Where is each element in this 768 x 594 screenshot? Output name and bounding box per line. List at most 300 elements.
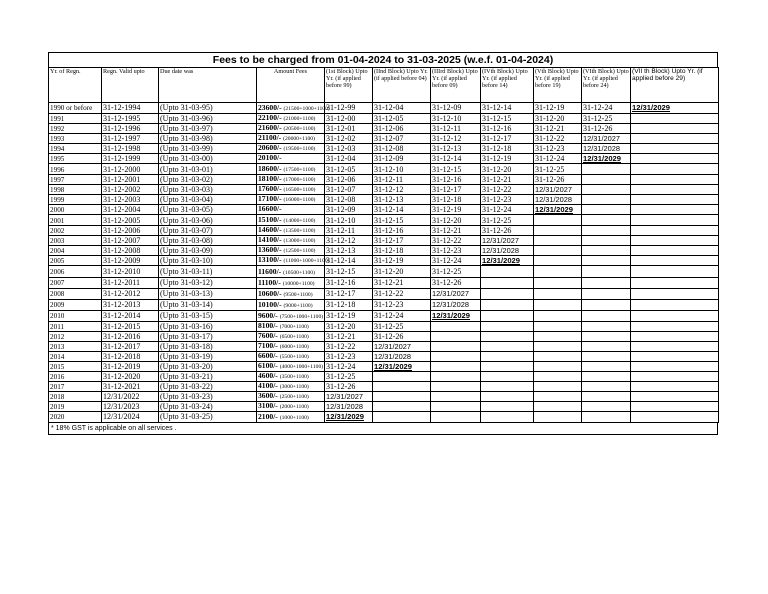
block-b7-cell: [631, 342, 719, 352]
block-b7-cell: [631, 226, 719, 236]
due-date-cell: (Upto 31-03-07): [159, 226, 257, 236]
valid-upto-cell: 31-12-1995: [102, 114, 159, 124]
block-b4-cell: [481, 362, 534, 372]
block-b2-cell: [373, 372, 431, 382]
block-b2-cell: 12/31/2027: [373, 342, 431, 352]
block-b2-cell: 31-12-19: [373, 256, 431, 266]
table-row: [49, 256, 719, 266]
fee-breakup: (16000+1100): [283, 197, 316, 203]
block-b2-cell: 31-12-11: [373, 175, 431, 185]
block-b7-cell: [631, 185, 719, 195]
block-b4-cell: [481, 402, 534, 412]
table-row: [49, 289, 719, 300]
regn-year-cell: 2002: [49, 226, 102, 236]
amount-fee-cell: [257, 311, 325, 322]
fee-amount: 10600/-: [258, 288, 282, 298]
block-b6-cell: [582, 300, 631, 311]
block-b5-cell: [534, 402, 582, 412]
regn-year-cell: 2013: [49, 342, 102, 352]
block-b5-cell: 31-12-25: [534, 164, 582, 175]
block-b6-cell: [582, 175, 631, 185]
table-row: [49, 278, 719, 289]
block-b7-cell: [631, 124, 719, 134]
table-row: [49, 175, 719, 185]
amount-fee-cell: [257, 195, 325, 205]
block-b4-cell: [481, 311, 534, 322]
block-b6-cell: [582, 352, 631, 362]
fee-breakup: (19500+1100): [283, 146, 316, 152]
table-row: [49, 311, 719, 322]
block-b1-cell: 31-12-10: [325, 215, 373, 226]
table-row: [49, 300, 719, 311]
header-cell: (IIIrd Block) Upto Yr. (if applied before 09): [431, 68, 481, 103]
block-b5-cell: [534, 412, 582, 423]
amount-fee-cell: [257, 215, 325, 226]
header-cell: (VIth Block) Upto Yr. (if applied before 24): [582, 68, 631, 103]
regn-year-cell: 2014: [49, 352, 102, 362]
block-b6-cell: 12/31/2027: [582, 134, 631, 144]
due-date-cell: (Upto 31-03-01): [159, 164, 257, 175]
due-date-cell: (Upto 31-03-10): [159, 256, 257, 266]
amount-fee-cell: [257, 185, 325, 195]
amount-fee-cell: [257, 342, 325, 352]
amount-fee-cell: [257, 226, 325, 236]
block-b1-cell: 31-12-25: [325, 372, 373, 382]
block-b1-cell: 31-12-22: [325, 342, 373, 352]
valid-upto-cell: 31-12-2020: [102, 372, 159, 382]
block-b4-cell: 31-12-25: [481, 215, 534, 226]
block-b4-cell: 31-12-23: [481, 195, 534, 205]
valid-upto-cell: 31-12-2014: [102, 311, 159, 322]
valid-upto-cell: 31-12-1999: [102, 154, 159, 164]
block-b5-cell: [534, 352, 582, 362]
block-b1-cell: 31-12-18: [325, 300, 373, 311]
block-b7-cell: [631, 392, 719, 402]
block-b2-cell: 31-12-22: [373, 289, 431, 300]
block-b5-cell: 12/31/2028: [534, 195, 582, 205]
block-b5-cell: [534, 362, 582, 372]
block-b5-cell: [534, 246, 582, 256]
fee-breakup: (13000+1100): [283, 238, 316, 244]
header-cell: Amount Fees: [257, 68, 325, 103]
block-b6-cell: [582, 185, 631, 195]
fee-breakup: (21500+1000+1100): [283, 105, 330, 112]
block-b3-cell: 31-12-22: [431, 236, 481, 246]
fee-amount: 9600/-: [258, 310, 278, 320]
table-row: [49, 372, 719, 382]
header-cell: (IInd Block) Upto Yr. (if applied before 04): [373, 68, 431, 103]
block-b5-cell: [534, 236, 582, 246]
block-b5-cell: [534, 322, 582, 332]
block-b7-cell: [631, 322, 719, 332]
table-row: [49, 226, 719, 236]
fee-amount: 20100/-: [258, 153, 282, 162]
header-cell: (VII th Block) Upto Yr. (if applied before 29): [631, 68, 719, 103]
fee-breakup: (2000+1100): [279, 404, 309, 410]
fee-breakup: (17500+1100): [283, 167, 316, 173]
regn-year-cell: 1995: [49, 154, 102, 164]
block-b3-cell: 31-12-18: [431, 195, 481, 205]
valid-upto-cell: 31-12-2001: [102, 175, 159, 185]
block-b2-cell: [373, 392, 431, 402]
due-date-cell: (Upto 31-03-13): [159, 289, 257, 300]
amount-fee-cell: [257, 332, 325, 342]
block-b6-cell: [582, 215, 631, 226]
block-b4-cell: [481, 300, 534, 311]
table-row: [49, 322, 719, 332]
fee-amount: 22100/-: [258, 113, 282, 122]
valid-upto-cell: 31-12-2019: [102, 362, 159, 372]
block-b4-cell: 31-12-14: [481, 103, 534, 114]
block-b2-cell: 31-12-25: [373, 322, 431, 332]
block-b4-cell: 31-12-16: [481, 124, 534, 134]
fee-amount: 13600/-: [258, 245, 282, 254]
block-b3-cell: [431, 412, 481, 423]
block-b1-cell: 31-12-24: [325, 362, 373, 372]
block-b5-cell: [534, 289, 582, 300]
block-b6-cell: [582, 372, 631, 382]
due-date-cell: (Upto 31-03-16): [159, 322, 257, 332]
block-b5-cell: 31-12-19: [534, 103, 582, 114]
block-b7-cell: 12/31/2029: [631, 103, 719, 114]
table-row: [49, 246, 719, 256]
block-b4-cell: 31-12-24: [481, 205, 534, 215]
fee-breakup: (1000+1100): [279, 414, 309, 421]
table-row: [49, 342, 719, 352]
block-b6-cell: [582, 402, 631, 412]
block-b3-cell: 31-12-25: [431, 266, 481, 278]
block-b2-cell: 31-12-10: [373, 164, 431, 175]
block-b5-cell: [534, 372, 582, 382]
amount-fee-cell: [257, 164, 325, 175]
block-b1-cell: 12/31/2028: [325, 402, 373, 412]
fee-amount: 3100/-: [258, 401, 278, 410]
fee-amount: 4600/-: [258, 371, 278, 380]
block-b3-cell: 31-12-26: [431, 278, 481, 289]
table-row: [49, 352, 719, 362]
fee-amount: 11600/-: [258, 266, 282, 276]
block-b1-cell: 31-12-05: [325, 164, 373, 175]
amount-fee-cell: [257, 402, 325, 412]
block-b1-cell: 12/31/2029: [325, 412, 373, 423]
block-b6-cell: [582, 266, 631, 278]
block-b5-cell: [534, 332, 582, 342]
block-b5-cell: [534, 342, 582, 352]
block-b1-cell: 31-12-17: [325, 289, 373, 300]
valid-upto-cell: 31-12-2003: [102, 195, 159, 205]
amount-fee-cell: [257, 289, 325, 300]
due-date-cell: (Upto 31-03-98): [159, 134, 257, 144]
block-b1-cell: 31-12-02: [325, 134, 373, 144]
table-row: [49, 185, 719, 195]
table-row: [49, 154, 719, 164]
regn-year-cell: 1994: [49, 144, 102, 154]
block-b3-cell: [431, 382, 481, 392]
fee-amount: 8100/-: [258, 321, 278, 330]
block-b5-cell: [534, 226, 582, 236]
regn-year-cell: 2010: [49, 311, 102, 322]
fee-breakup: (20000+1100): [283, 136, 315, 142]
block-b2-cell: 31-12-12: [373, 185, 431, 195]
block-b7-cell: [631, 332, 719, 342]
due-date-cell: (Upto 31-03-11): [159, 266, 257, 278]
due-date-cell: (Upto 31-03-99): [159, 144, 257, 154]
due-date-cell: (Upto 31-03-19): [159, 352, 257, 362]
fee-breakup: (10000+1100): [282, 280, 315, 287]
block-b1-cell: 31-12-01: [325, 124, 373, 134]
block-b2-cell: 12/31/2028: [373, 352, 431, 362]
regn-year-cell: 2008: [49, 289, 102, 300]
due-date-cell: (Upto 31-03-22): [159, 382, 257, 392]
block-b4-cell: [481, 392, 534, 402]
block-b2-cell: 31-12-07: [373, 134, 431, 144]
due-date-cell: (Upto 31-03-12): [159, 278, 257, 289]
fee-breakup: (13500+1100): [283, 228, 316, 234]
fee-amount: 11100/-: [258, 277, 281, 287]
block-b5-cell: 31-12-21: [534, 124, 582, 134]
block-b2-cell: 31-12-06: [373, 124, 431, 134]
due-date-cell: (Upto 31-03-18): [159, 342, 257, 352]
block-b7-cell: [631, 164, 719, 175]
fee-amount: 17100/-: [258, 194, 282, 203]
table-row: [49, 195, 719, 205]
block-b1-cell: 12/31/2027: [325, 392, 373, 402]
amount-fee-cell: [257, 175, 325, 185]
valid-upto-cell: 31-12-1997: [102, 134, 159, 144]
valid-upto-cell: 31-12-1996: [102, 124, 159, 134]
block-b2-cell: [373, 402, 431, 412]
table-row: [49, 236, 719, 246]
valid-upto-cell: 31-12-2002: [102, 185, 159, 195]
block-b7-cell: [631, 134, 719, 144]
block-b3-cell: 31-12-10: [431, 114, 481, 124]
valid-upto-cell: 31-12-1998: [102, 144, 159, 154]
table-row: [49, 382, 719, 392]
table-row: [49, 215, 719, 226]
block-b4-cell: 31-12-26: [481, 226, 534, 236]
regn-year-cell: 2018: [49, 392, 102, 402]
due-date-cell: (Upto 31-03-14): [159, 300, 257, 311]
block-b3-cell: 31-12-12: [431, 134, 481, 144]
fee-breakup: (2500+1100): [279, 394, 309, 400]
fee-amount: 4100/-: [258, 381, 278, 390]
block-b6-cell: [582, 226, 631, 236]
block-b3-cell: 31-12-13: [431, 144, 481, 154]
block-b5-cell: 31-12-24: [534, 154, 582, 164]
block-b7-cell: [631, 144, 719, 154]
regn-year-cell: 2004: [49, 246, 102, 256]
amount-fee-cell: [257, 236, 325, 246]
amount-fee-cell: [257, 266, 325, 278]
amount-fee-cell: [257, 300, 325, 311]
fee-breakup: (17000+1100): [283, 177, 316, 183]
block-b6-cell: [582, 362, 631, 372]
block-b6-cell: [582, 205, 631, 215]
amount-fee-cell: [257, 124, 325, 134]
block-b3-cell: [431, 372, 481, 382]
regn-year-cell: 2006: [49, 266, 102, 278]
fee-breakup: (21000+1100): [283, 116, 316, 122]
block-b4-cell: 12/31/2028: [481, 246, 534, 256]
block-b2-cell: 31-12-18: [373, 246, 431, 256]
due-date-cell: (Upto 31-03-20): [159, 362, 257, 372]
block-b7-cell: [631, 311, 719, 322]
amount-fee-cell: [257, 246, 325, 256]
block-b2-cell: 31-12-24: [373, 311, 431, 322]
valid-upto-cell: 31-12-2011: [102, 278, 159, 289]
block-b2-cell: 31-12-21: [373, 278, 431, 289]
amount-fee-cell: [257, 322, 325, 332]
block-b7-cell: [631, 205, 719, 215]
block-b6-cell: [582, 311, 631, 322]
block-b4-cell: [481, 352, 534, 362]
block-b2-cell: 31-12-26: [373, 332, 431, 342]
block-b7-cell: [631, 352, 719, 362]
header-cell: Yr. of Regn.: [49, 68, 102, 103]
block-b3-cell: 31-12-20: [431, 215, 481, 226]
block-b7-cell: [631, 362, 719, 372]
block-b6-cell: [582, 332, 631, 342]
fee-amount: 15100/-: [258, 215, 282, 224]
due-date-cell: (Upto 31-03-05): [159, 205, 257, 215]
block-b7-cell: [631, 402, 719, 412]
fee-amount: 23600/-: [258, 102, 282, 112]
regn-year-cell: 1991: [49, 114, 102, 124]
block-b3-cell: [431, 332, 481, 342]
valid-upto-cell: 31-12-2016: [102, 332, 159, 342]
fee-amount: 17600/-: [258, 184, 282, 193]
block-b7-cell: [631, 154, 719, 164]
block-b5-cell: 31-12-23: [534, 144, 582, 154]
block-b3-cell: 31-12-21: [431, 226, 481, 236]
block-b7-cell: [631, 372, 719, 382]
table-row: [49, 103, 719, 114]
block-b7-cell: [631, 114, 719, 124]
valid-upto-cell: 31-12-2007: [102, 236, 159, 246]
block-b7-cell: [631, 289, 719, 300]
block-b3-cell: 31-12-16: [431, 175, 481, 185]
block-b2-cell: 31-12-15: [373, 215, 431, 226]
block-b4-cell: [481, 382, 534, 392]
regn-year-cell: 1992: [49, 124, 102, 134]
due-date-cell: (Upto 31-03-95): [159, 103, 257, 114]
amount-fee-cell: [257, 102, 330, 114]
block-b2-cell: 31-12-04: [373, 103, 431, 114]
fee-amount: 18100/-: [258, 174, 282, 183]
block-b4-cell: [481, 412, 534, 423]
block-b3-cell: 31-12-17: [431, 185, 481, 195]
block-b7-cell: [631, 236, 719, 246]
fee-breakup: (9500+1100): [283, 291, 313, 298]
amount-fee-cell: [257, 255, 330, 266]
block-b2-cell: 31-12-23: [373, 300, 431, 311]
block-b4-cell: 31-12-19: [481, 154, 534, 164]
block-b6-cell: [582, 256, 631, 266]
block-b6-cell: 12/31/2028: [582, 144, 631, 154]
fee-breakup: (5500+1100): [279, 354, 309, 360]
fee-amount: 3600/-: [258, 391, 278, 400]
due-date-cell: (Upto 31-03-21): [159, 372, 257, 382]
block-b6-cell: [582, 392, 631, 402]
block-b6-cell: [582, 412, 631, 423]
block-b7-cell: [631, 300, 719, 311]
block-b3-cell: 12/31/2029: [431, 311, 481, 322]
fee-breakup: (11000+1000+1100): [283, 258, 330, 264]
block-b3-cell: 31-12-15: [431, 164, 481, 175]
block-b1-cell: 31-12-08: [325, 195, 373, 205]
block-b7-cell: [631, 256, 719, 266]
block-b5-cell: [534, 392, 582, 402]
fee-breakup: (4000+1000+1100): [279, 364, 324, 370]
valid-upto-cell: 12/31/2022: [102, 392, 159, 402]
table-row: [49, 205, 719, 215]
block-b4-cell: [481, 372, 534, 382]
block-b4-cell: [481, 266, 534, 278]
valid-upto-cell: 31-12-2000: [102, 164, 159, 175]
block-b3-cell: 12/31/2028: [431, 300, 481, 311]
block-b4-cell: 31-12-21: [481, 175, 534, 185]
block-b1-cell: 31-12-21: [325, 332, 373, 342]
valid-upto-cell: 31-12-2005: [102, 215, 159, 226]
block-b4-cell: [481, 289, 534, 300]
fee-table-body: [49, 103, 719, 423]
table-row: [49, 362, 719, 372]
table-row: [49, 114, 719, 124]
block-b5-cell: 12/31/2027: [534, 185, 582, 195]
fee-breakup: (10500+1100): [283, 269, 315, 276]
regn-year-cell: 1999: [49, 195, 102, 205]
block-b5-cell: 31-12-20: [534, 114, 582, 124]
amount-fee-cell: [257, 372, 325, 382]
block-b1-cell: 31-12-26: [325, 382, 373, 392]
block-b2-cell: 31-12-16: [373, 226, 431, 236]
block-b1-cell: 31-12-11: [325, 226, 373, 236]
block-b5-cell: [534, 215, 582, 226]
regn-year-cell: 2015: [49, 362, 102, 372]
block-b3-cell: 31-12-19: [431, 205, 481, 215]
block-b6-cell: [582, 246, 631, 256]
regn-year-cell: 2011: [49, 322, 102, 332]
block-b5-cell: [534, 266, 582, 278]
block-b4-cell: 31-12-15: [481, 114, 534, 124]
block-b1-cell: 31-12-14: [325, 256, 373, 266]
table-row: [49, 124, 719, 134]
block-b5-cell: 12/31/2029: [534, 205, 582, 215]
fee-breakup: (20500+1100): [283, 126, 316, 132]
block-b7-cell: [631, 412, 719, 423]
amount-fee-cell: [257, 412, 325, 423]
due-date-cell: (Upto 31-03-24): [159, 402, 257, 412]
block-b6-cell: [582, 278, 631, 289]
fee-amount: 18600/-: [258, 164, 282, 173]
block-b2-cell: 31-12-20: [373, 266, 431, 278]
valid-upto-cell: 31-12-2010: [102, 266, 159, 278]
block-b1-cell: 31-12-03: [325, 144, 373, 154]
amount-fee-cell: [257, 362, 325, 372]
block-b6-cell: [582, 322, 631, 332]
block-b6-cell: 12/31/2029: [582, 154, 631, 164]
table-row: [49, 332, 719, 342]
block-b5-cell: [534, 256, 582, 266]
block-b4-cell: 12/31/2027: [481, 236, 534, 246]
due-date-cell: (Upto 31-03-15): [159, 311, 257, 322]
block-b1-cell: 31-12-19: [325, 311, 373, 322]
regn-year-cell: 2003: [49, 236, 102, 246]
due-date-cell: (Upto 31-03-97): [159, 124, 257, 134]
valid-upto-cell: 31-12-2009: [102, 256, 159, 266]
block-b1-cell: 31-12-06: [325, 175, 373, 185]
block-b4-cell: [481, 322, 534, 332]
